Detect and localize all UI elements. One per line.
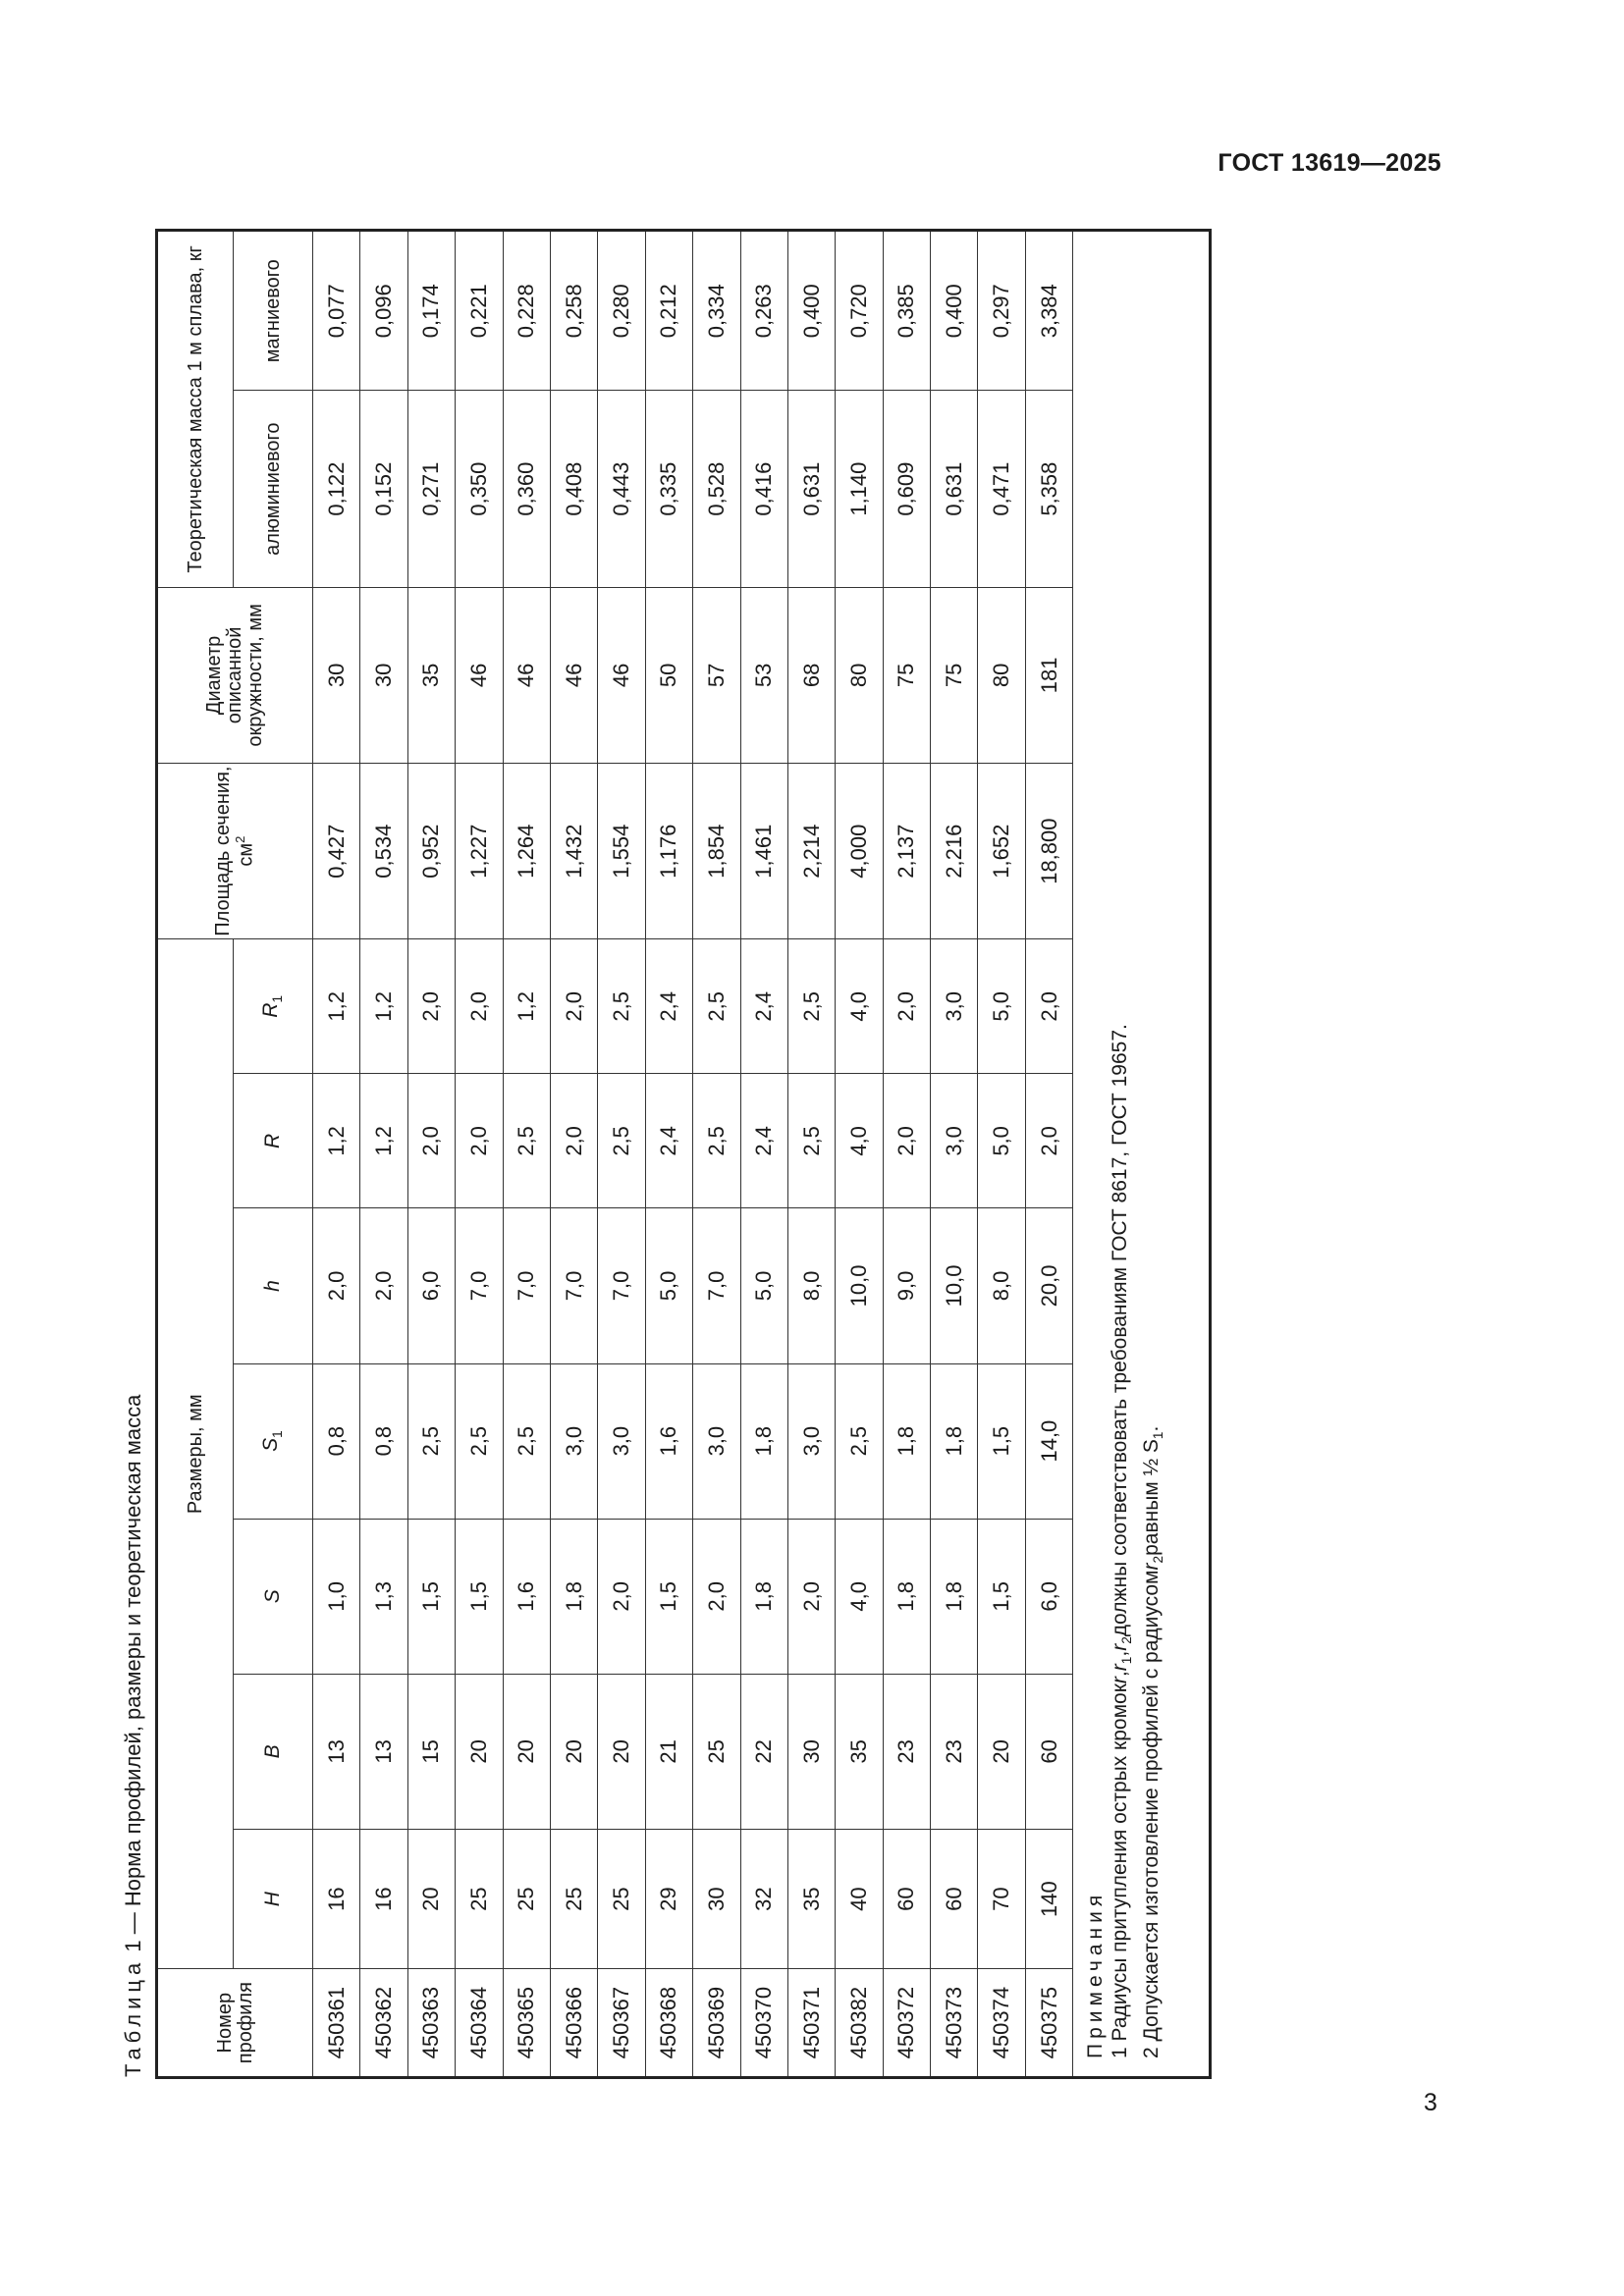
cell-R: 3,0 — [931, 1074, 978, 1208]
cell-area: 18,800 — [1025, 764, 1072, 939]
cell-H: 16 — [360, 1829, 407, 1968]
table-row — [456, 231, 503, 2078]
cell-S1: 0,8 — [360, 1363, 407, 1519]
cell-area: 2,216 — [931, 764, 978, 939]
cell-B: 35 — [836, 1674, 883, 1829]
cell-R: 1,2 — [313, 1074, 360, 1208]
cell-R: 2,5 — [598, 1074, 645, 1208]
cell-S1: 2,5 — [503, 1363, 550, 1519]
cell-R: 2,0 — [883, 1074, 930, 1208]
cell-B: 20 — [503, 1674, 550, 1829]
header-R1: $R_1$ — [234, 939, 313, 1074]
cell-diameter: 57 — [693, 587, 740, 763]
cell-H: 25 — [503, 1829, 550, 1968]
header-magnesium: магниевого — [234, 231, 313, 391]
cell-B: 13 — [313, 1674, 360, 1829]
cell-area: 1,554 — [598, 764, 645, 939]
cell-profile-number: 450366 — [550, 1969, 597, 2078]
cell-R: 2,4 — [645, 1074, 692, 1208]
cell-mass-magnesium: 0,400 — [787, 231, 835, 391]
cell-S: 1,3 — [360, 1519, 407, 1674]
cell-H: 30 — [693, 1829, 740, 1968]
header-S: S — [234, 1519, 313, 1674]
cell-B: 20 — [550, 1674, 597, 1829]
cell-mass-aluminium: 0,122 — [313, 391, 360, 587]
cell-profile-number: 450369 — [693, 1969, 740, 2078]
cell-H: 16 — [313, 1829, 360, 1968]
notes-heading: Примечания — [1084, 1890, 1108, 2058]
cell-diameter: 75 — [883, 587, 930, 763]
header-B: B — [234, 1674, 313, 1829]
table-row — [550, 231, 597, 2078]
cell-S1: 2,5 — [836, 1363, 883, 1519]
cell-mass-aluminium: 0,360 — [503, 391, 550, 587]
header-aluminium: алюминиевого — [234, 391, 313, 587]
cell-S1: 1,8 — [740, 1363, 787, 1519]
cell-area: 1,652 — [978, 764, 1025, 939]
cell-S1: 1,6 — [645, 1363, 692, 1519]
cell-R1: 5,0 — [978, 939, 1025, 1074]
cell-diameter: 35 — [407, 587, 455, 763]
cell-area: 0,952 — [407, 764, 455, 939]
cell-R: 2,4 — [740, 1074, 787, 1208]
cell-R: 4,0 — [836, 1074, 883, 1208]
cell-H: 40 — [836, 1829, 883, 1968]
header-H: H — [234, 1829, 313, 1968]
cell-S: 1,8 — [931, 1519, 978, 1674]
cell-h: 2,0 — [360, 1208, 407, 1363]
table-caption-text: 1 — Норма профилей, размеры и теоретическая масса — [121, 1394, 145, 1952]
cell-h: 2,0 — [313, 1208, 360, 1363]
cell-area: 1,176 — [645, 764, 692, 939]
cell-diameter: 80 — [978, 587, 1025, 763]
cell-diameter: 30 — [313, 587, 360, 763]
table-caption — [112, 229, 155, 2079]
note-2: 2 Допускается изготовление профилей с радиусомr$_2$равным ½ $S_1$. — [1140, 1425, 1166, 2058]
cell-mass-aluminium: 0,631 — [787, 391, 835, 587]
cell-B: 15 — [407, 1674, 455, 1829]
cell-area: 1,432 — [550, 764, 597, 939]
cell-S: 1,5 — [978, 1519, 1025, 1674]
table-row — [931, 231, 978, 2078]
cell-profile-number: 450373 — [931, 1969, 978, 2078]
cell-S: 1,8 — [883, 1519, 930, 1674]
cell-profile-number: 450371 — [787, 1969, 835, 2078]
cell-R: 2,0 — [1025, 1074, 1072, 1208]
table-body — [313, 231, 1073, 2078]
cell-area: 2,137 — [883, 764, 930, 939]
cell-S: 1,6 — [503, 1519, 550, 1674]
cell-area: 0,427 — [313, 764, 360, 939]
cell-B: 25 — [693, 1674, 740, 1829]
cell-mass-magnesium: 0,228 — [503, 231, 550, 391]
cell-diameter: 80 — [836, 587, 883, 763]
cell-R1: 2,5 — [787, 939, 835, 1074]
cell-B: 20 — [978, 1674, 1025, 1829]
cell-S: 1,5 — [645, 1519, 692, 1674]
cell-h: 10,0 — [836, 1208, 883, 1363]
cell-area: 1,461 — [740, 764, 787, 939]
cell-mass-aluminium: 0,408 — [550, 391, 597, 587]
cell-S1: 3,0 — [787, 1363, 835, 1519]
cell-B: 20 — [456, 1674, 503, 1829]
header-area: Площадь сечения, $см^2$ — [157, 764, 313, 939]
cell-R1: 2,5 — [598, 939, 645, 1074]
cell-diameter: 53 — [740, 587, 787, 763]
header-dimensions-group: Размеры, мм — [157, 939, 234, 1969]
header-S1: $S_1$ — [234, 1363, 313, 1519]
cell-S1: 1,8 — [883, 1363, 930, 1519]
cell-mass-aluminium: 0,152 — [360, 391, 407, 587]
cell-profile-number: 450374 — [978, 1969, 1025, 2078]
cell-R1: 4,0 — [836, 939, 883, 1074]
cell-diameter: 46 — [456, 587, 503, 763]
cell-H: 35 — [787, 1829, 835, 1968]
cell-mass-magnesium: 0,096 — [360, 231, 407, 391]
table-row — [503, 231, 550, 2078]
cell-S: 1,8 — [740, 1519, 787, 1674]
cell-area: 1,854 — [693, 764, 740, 939]
cell-h: 7,0 — [693, 1208, 740, 1363]
table-row — [1025, 231, 1072, 2078]
page-number: 3 — [1424, 2089, 1437, 2116]
cell-S1: 1,5 — [978, 1363, 1025, 1519]
cell-mass-magnesium: 3,384 — [1025, 231, 1072, 391]
cell-h: 6,0 — [407, 1208, 455, 1363]
cell-diameter: 50 — [645, 587, 692, 763]
cell-h: 7,0 — [550, 1208, 597, 1363]
cell-diameter: 75 — [931, 587, 978, 763]
cell-mass-magnesium: 0,385 — [883, 231, 930, 391]
cell-profile-number: 450362 — [360, 1969, 407, 2078]
cell-h: 8,0 — [787, 1208, 835, 1363]
cell-B: 30 — [787, 1674, 835, 1829]
cell-H: 140 — [1025, 1829, 1072, 1968]
cell-h: 10,0 — [931, 1208, 978, 1363]
cell-area: 1,227 — [456, 764, 503, 939]
table-row — [645, 231, 692, 2078]
cell-S1: 3,0 — [598, 1363, 645, 1519]
table-row — [978, 231, 1025, 2078]
cell-mass-magnesium: 0,334 — [693, 231, 740, 391]
table-caption-label: Таблица — [121, 1957, 145, 2077]
cell-mass-magnesium: 0,212 — [645, 231, 692, 391]
cell-R1: 2,4 — [645, 939, 692, 1074]
cell-S: 6,0 — [1025, 1519, 1072, 1674]
cell-S1: 3,0 — [693, 1363, 740, 1519]
cell-mass-aluminium: 0,471 — [978, 391, 1025, 587]
rotated-table-block — [112, 229, 1202, 2079]
cell-h: 5,0 — [645, 1208, 692, 1363]
cell-h: 9,0 — [883, 1208, 930, 1363]
cell-mass-aluminium: 0,631 — [931, 391, 978, 587]
table-row — [313, 231, 360, 2078]
cell-mass-magnesium: 0,174 — [407, 231, 455, 391]
cell-R: 2,0 — [456, 1074, 503, 1208]
cell-B: 23 — [931, 1674, 978, 1829]
cell-H: 60 — [931, 1829, 978, 1968]
table-row — [360, 231, 407, 2078]
cell-area: 4,000 — [836, 764, 883, 939]
cell-S: 2,0 — [787, 1519, 835, 1674]
header-profile-number: Номер профиля — [157, 1969, 313, 2078]
cell-R1: 1,2 — [313, 939, 360, 1074]
cell-R: 2,5 — [693, 1074, 740, 1208]
header-mass-group: Теоретическая масса 1 м сплава, кг — [157, 231, 234, 588]
cell-mass-magnesium: 0,280 — [598, 231, 645, 391]
cell-profile-number: 450372 — [883, 1969, 930, 2078]
cell-mass-aluminium: 0,443 — [598, 391, 645, 587]
cell-profile-number: 450363 — [407, 1969, 455, 2078]
cell-S1: 0,8 — [313, 1363, 360, 1519]
cell-diameter: 46 — [503, 587, 550, 763]
profiles-table — [155, 229, 1212, 2079]
cell-R1: 2,0 — [407, 939, 455, 1074]
cell-R1: 2,4 — [740, 939, 787, 1074]
cell-R1: 1,2 — [503, 939, 550, 1074]
cell-B: 60 — [1025, 1674, 1072, 1829]
document-code: ГОСТ 13619—2025 — [1218, 149, 1441, 177]
cell-H: 20 — [407, 1829, 455, 1968]
cell-profile-number: 450364 — [456, 1969, 503, 2078]
cell-diameter: 181 — [1025, 587, 1072, 763]
header-R: R — [234, 1074, 313, 1208]
cell-mass-aluminium: 5,358 — [1025, 391, 1072, 587]
cell-h: 8,0 — [978, 1208, 1025, 1363]
cell-B: 23 — [883, 1674, 930, 1829]
cell-H: 70 — [978, 1829, 1025, 1968]
cell-profile-number: 450361 — [313, 1969, 360, 2078]
header-diameter: Диаметр описанной окружности, мм — [157, 587, 313, 763]
header-h: h — [234, 1208, 313, 1363]
cell-h: 7,0 — [598, 1208, 645, 1363]
table-row — [787, 231, 835, 2078]
cell-h: 7,0 — [503, 1208, 550, 1363]
table-row — [693, 231, 740, 2078]
cell-S1: 14,0 — [1025, 1363, 1072, 1519]
cell-S: 2,0 — [598, 1519, 645, 1674]
cell-profile-number: 450370 — [740, 1969, 787, 2078]
cell-S: 4,0 — [836, 1519, 883, 1674]
cell-diameter: 68 — [787, 587, 835, 763]
table-row — [883, 231, 930, 2078]
cell-profile-number: 450382 — [836, 1969, 883, 2078]
cell-mass-aluminium: 0,609 — [883, 391, 930, 587]
cell-R1: 1,2 — [360, 939, 407, 1074]
cell-S: 1,5 — [407, 1519, 455, 1674]
cell-S1: 3,0 — [550, 1363, 597, 1519]
cell-R1: 2,0 — [550, 939, 597, 1074]
cell-R1: 2,0 — [883, 939, 930, 1074]
cell-S: 1,8 — [550, 1519, 597, 1674]
cell-R: 2,0 — [407, 1074, 455, 1208]
cell-R: 1,2 — [360, 1074, 407, 1208]
cell-mass-aluminium: 0,416 — [740, 391, 787, 587]
cell-area: 0,534 — [360, 764, 407, 939]
cell-mass-magnesium: 0,400 — [931, 231, 978, 391]
cell-B: 20 — [598, 1674, 645, 1829]
cell-R: 2,0 — [550, 1074, 597, 1208]
cell-mass-magnesium: 0,720 — [836, 231, 883, 391]
cell-mass-aluminium: 0,271 — [407, 391, 455, 587]
cell-mass-magnesium: 0,258 — [550, 231, 597, 391]
cell-profile-number: 450365 — [503, 1969, 550, 2078]
cell-B: 13 — [360, 1674, 407, 1829]
cell-H: 25 — [456, 1829, 503, 1968]
cell-profile-number: 450367 — [598, 1969, 645, 2078]
cell-mass-magnesium: 0,263 — [740, 231, 787, 391]
cell-mass-aluminium: 0,335 — [645, 391, 692, 587]
cell-H: 60 — [883, 1829, 930, 1968]
cell-R1: 3,0 — [931, 939, 978, 1074]
cell-S1: 2,5 — [456, 1363, 503, 1519]
cell-mass-aluminium: 0,528 — [693, 391, 740, 587]
cell-H: 29 — [645, 1829, 692, 1968]
cell-mass-magnesium: 0,221 — [456, 231, 503, 391]
cell-area: 2,214 — [787, 764, 835, 939]
cell-S: 1,5 — [456, 1519, 503, 1674]
cell-R1: 2,0 — [1025, 939, 1072, 1074]
cell-profile-number: 450368 — [645, 1969, 692, 2078]
cell-H: 32 — [740, 1829, 787, 1968]
cell-h: 7,0 — [456, 1208, 503, 1363]
cell-R: 5,0 — [978, 1074, 1025, 1208]
cell-S1: 1,8 — [931, 1363, 978, 1519]
cell-R1: 2,5 — [693, 939, 740, 1074]
cell-diameter: 30 — [360, 587, 407, 763]
cell-profile-number: 450375 — [1025, 1969, 1072, 2078]
cell-R: 2,5 — [787, 1074, 835, 1208]
cell-mass-aluminium: 0,350 — [456, 391, 503, 587]
cell-B: 22 — [740, 1674, 787, 1829]
cell-area: 1,264 — [503, 764, 550, 939]
cell-mass-magnesium: 0,077 — [313, 231, 360, 391]
cell-mass-magnesium: 0,297 — [978, 231, 1025, 391]
cell-S: 1,0 — [313, 1519, 360, 1674]
cell-diameter: 46 — [598, 587, 645, 763]
note-1: 1 Радиусы притупления острых $кромокr,r_1,r_2должны$ соответствовать требованиям ГОСТ 8617, ГОСТ 19657. — [1109, 1024, 1135, 2058]
cell-S1: 2,5 — [407, 1363, 455, 1519]
cell-B: 21 — [645, 1674, 692, 1829]
cell-S: 2,0 — [693, 1519, 740, 1674]
cell-H: 25 — [550, 1829, 597, 1968]
cell-mass-aluminium: 1,140 — [836, 391, 883, 587]
cell-R: 2,5 — [503, 1074, 550, 1208]
table-row — [836, 231, 883, 2078]
table-row — [740, 231, 787, 2078]
table-notes — [1073, 231, 1211, 2078]
cell-H: 25 — [598, 1829, 645, 1968]
cell-diameter: 46 — [550, 587, 597, 763]
table-row — [407, 231, 455, 2078]
cell-h: 20,0 — [1025, 1208, 1072, 1363]
cell-R1: 2,0 — [456, 939, 503, 1074]
table-row — [598, 231, 645, 2078]
cell-h: 5,0 — [740, 1208, 787, 1363]
